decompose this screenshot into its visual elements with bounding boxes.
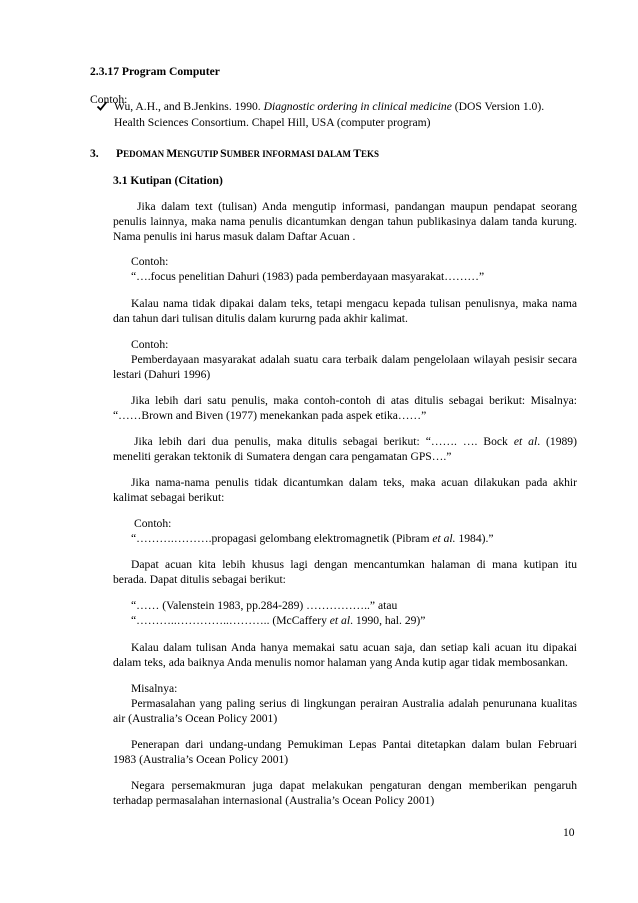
- example-label: Contoh:: [131, 338, 169, 351]
- paragraph-1-line-1: Jika dalam text (tulisan) Anda mengutip informasi, pandangan maupun pendapat seorang: [137, 200, 577, 213]
- paragraph-9-line-2: air (Australia’s Ocean Policy 2001): [113, 712, 278, 725]
- example-label: Contoh:: [131, 255, 169, 268]
- example-reference-line-1: [114, 99, 544, 114]
- paragraph-6-line-2: kalimat sebagai berikut:: [113, 491, 225, 504]
- paragraph-3-line-1: Pemberdayaan masyarakat adalah suatu cara terbaik dalam pengelolaan wilayah pesisir secara: [131, 353, 577, 366]
- paragraph-1-line-3: Nama penulis ini harus masuk dalam Daftar Acuan .: [113, 230, 356, 243]
- paragraph-10-line-1: Penerapan dari undang-undang Pemukiman Lepas Pantai ditetapkan dalam bulan Februari: [131, 738, 577, 751]
- paragraph-11-line-1: Negara persemakmuran juga dapat melakukan pengaturan dengan memberikan pengaruh: [131, 779, 577, 792]
- paragraph-2-line-1: Kalau nama tidak dipakai dalam teks, tetapi mengacu kepada tulisan penulisnya, maka nama: [131, 297, 577, 310]
- paragraph-10-line-2: 1983 (Australia’s Ocean Policy 2001): [113, 753, 289, 766]
- section-heading-3: PEDOMAN MENGUTIP SUMBER INFORMASI DALAM TEKS: [116, 147, 380, 160]
- paragraph-2-line-2: dan tahun dari tulisan ditulis dalam kururng pada akhir kalimat.: [113, 312, 408, 325]
- example-reference-line-2: Health Sciences Consortium. Chapel Hill, USA (computer program): [114, 116, 431, 129]
- checkmark-icon: [96, 100, 108, 112]
- paragraph-5-line-1: Jika lebih dari dua penulis, maka ditulis sebagai berikut: “……. …. Bock et al. (1989): [134, 435, 577, 448]
- quote-example-2: “……….……….propagasi gelombang elektromagnetik (Pibram et al. 1984).”: [131, 532, 494, 545]
- paragraph-1-line-2: penulis lainnya, maka nama penulis dicantumkan dengan tahun publikasinya dalam tanda kurung.: [113, 215, 577, 228]
- example-label: Contoh:: [90, 93, 128, 106]
- paragraph-9-line-1: Permasalahan yang paling serius di lingkungan perairan Australia adalah penurunana kualitas: [131, 697, 577, 710]
- quote-example-3: “…… (Valenstein 1983, pp.284-289) ……………..” atau: [131, 599, 398, 612]
- ref-authors: Wu, A.H., and B.Jenkins. 1990.: [114, 100, 264, 113]
- paragraph-3-line-2: lestari (Dahuri 1996): [113, 368, 211, 381]
- paragraph-7-line-2: berada. Dapat ditulis sebagai berikut:: [113, 573, 286, 586]
- quote-example-4: “………..…………..……….. (McCaffery et al. 1990, hal. 29)”: [131, 614, 426, 627]
- example-label: Contoh:: [134, 517, 172, 530]
- quote-example-1: “….focus penelitian Dahuri (1983) pada pemberdayaan masyarakat………”: [131, 270, 485, 283]
- section-heading-2-3-17: 2.3.17 Program Computer: [90, 65, 220, 78]
- paragraph-5-line-2: meneliti gerakan tektonik di Sumatera dengan cara pengamatan GPS….”: [113, 450, 452, 463]
- example-label: Misalnya:: [131, 682, 178, 695]
- paragraph-11-line-2: terhadap permasalahan internasional (Australia’s Ocean Policy 2001): [113, 794, 435, 807]
- paragraph-8-line-2: dalam teks, ada baiknya Anda menulis nomor halaman yang Anda kutip agar tidak membosankan.: [113, 656, 568, 669]
- paragraph-8-line-1: Kalau dalam tulisan Anda hanya memakai satu acuan saja, dan setiap kali acuan itu dipakai: [131, 641, 577, 654]
- subsection-heading-3-1: 3.1 Kutipan (Citation): [113, 174, 223, 187]
- paragraph-4-line-2: “……Brown and Biven (1977) menekankan pada aspek etika……”: [113, 409, 427, 422]
- page-number: 10: [563, 826, 575, 839]
- ref-title: Diagnostic ordering in clinical medicine: [263, 100, 452, 113]
- paragraph-7-line-1: Dapat acuan kita lebih khusus lagi dengan mencantumkan halaman di mana kutipan itu: [131, 558, 577, 571]
- ref-version: (DOS Version 1.0).: [451, 100, 545, 113]
- paragraph-6-line-1: Jika nama-nama penulis tidak dicantumkan dalam teks, maka acuan dilakukan pada akhir: [131, 476, 577, 489]
- section-number-3: 3.: [90, 147, 99, 160]
- paragraph-4-line-1: Jika lebih dari satu penulis, maka contoh-contoh di atas ditulis sebagai berikut: Misalnya:: [131, 394, 577, 407]
